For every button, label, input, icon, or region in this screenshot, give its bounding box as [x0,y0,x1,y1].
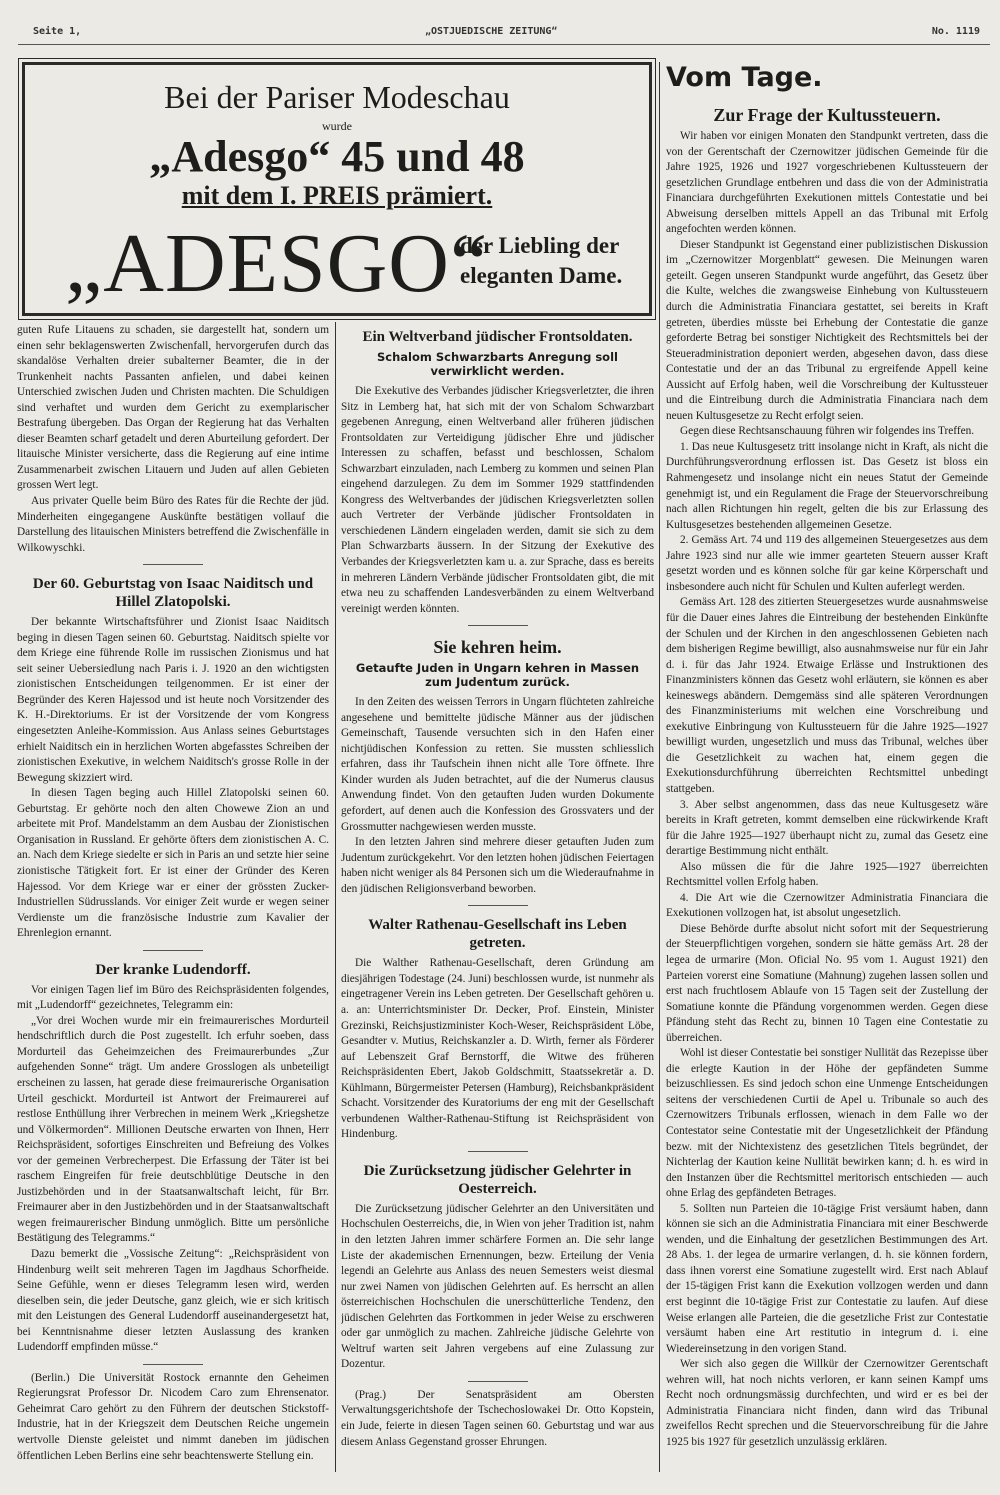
ad-slogan [460,231,622,291]
article-paragraph: (Prag.) Der Senatspräsident am Obersten Verwaltungsgerichtshofe der Tschechoslowakei Dr. Otto Kopstein, ein Jude, feierte in diesen Tagen seinen 60. Geburtstag und war aus diesem Anlass Gegenstand grosser Ehrungen. [341,1388,654,1448]
issue-number: No. 1119 [931,26,980,37]
column-middle [341,318,654,1473]
column-rule [659,62,660,1472]
article-paragraph: guten Rufe Litauens zu schaden, sie dargestellt hat, sondern um einen sehr beklagenswerten Zwischenfall, hervorgerufen durch das skandalöse Verhalten dreier subalterner Beamter, die in der Trunkenheit nachts Passanten anfielen, und dabei keinen Unterschied zwischen Juden und Christen machten. Die Schuldigen sind verhaftet und wurden dem Gericht zu exemplarischer Bestrafung übergeben. Das Organ der Regierung hat das Verhalten dieser Beamten scharf getadelt und deren Aburteilung gefordert. Der litauische Minister versicherte, dass die Regierung auf eine intime Zusammenarbeit zwischen Litauern und Juden auf allen Gebieten grossen Wert legt. [17,324,329,492]
article-paragraph: Wer sich also gegen die Willkür der Czernowitzer Gerentschaft wehren will, hat noch nichts verloren, er kann seinen Kampf ums Recht noch ordnungsmässig durchfechten, und wird er es bei der Administratia Financiara nicht finden, dann wird das Tribunal zweifellos Recht sprechen und die Steuervorschreibung für die Jahre 1925 bis 1927 für gesetzlich unzulässig erklären. [666,1358,988,1448]
article-paragraph: Die Exekutive des Verbandes jüdischer Kriegsverletzter, die ihren Sitz in Lemberg hat, hat sich mit der von Schalom Schwarzbart gegebenen Anregung, einen Weltverband aller früheren jüdischen Frontsoldaten zur Verteidigung jüdischer Ehre und jüdischer Interessen zu schaffen, befasst und beschlossen, Schalom Schwarzbart einzuladen, nach Lemberg zu kommen und seinen Plan eingehend darzulegen. Zu dem im Sommer 1929 stattfindenden Kongress des Weltverbandes der jüdischen Kriegsverletzten sollen auch Vertreter der Verbände jüdischer Frontsoldaten in verschiedenen Ländern eingeladen werden, damit sie sich zu dem Plan Schwarzbarts äussern. In der Sitzung der Exekutive des Verbandes der Kriegsverletzten kam u. a. zur Sprache, dass es bereits in mehreren Ländern Verbände jüdischer Frontsoldaten gibt, die mit etwa neu zu schaffenden Landesverbänden zu einem Weltverband vereinigt werden könnten. [341,385,654,615]
article-paragraph: Die Walther Rathenau-Gesellschaft, deren Gründung am diesjährigen Todestage (24. Juni) beschlossen wurde, ist nunmehr als eingetragener Verein ins Leben getreten. Der Gesellschaft gehören u. a. an: Unterrichtsminister Dr. Decker, Prof. Einstein, Minister Grezinski, Reichsjustizminister Koch-Weser, Reichspräsident Löbe, Gesandter v. Mutius, Reichskanzler a. D. Wirth, ferner als Förderer auf Lebenszeit Graf Bernstorff, die Witwe des früheren Reichspräsidenten Ebert, Jakob Goldschmitt, Staatssekretär a. D. Kühlmann, Bürgermeister Petersen (Hamburg), Reichsbankpräsident Schacht. Vorsitzender des Kuratoriums der eng mit der Gesellschaft verbundenen Walther-Rathenau-Stiftung ist Reichspräsident von Hindenburg. [341,957,654,1141]
ad-small-text: wurde [322,119,352,133]
column-right [666,62,988,1474]
ad-product: „Adesgo“ 45 und 48 [149,132,525,181]
article-paragraph: (Berlin.) Die Universität Rostock ernannte den Geheimen Regierungsrat Professor Dr. Nicodem Caro zum Ehrensenator. Geheimrat Caro gehört zu den Führern der deutschen Stickstoff-Industrie, hat in der Kriegszeit dem Deutschen Reiche ungemein wertvolle Dienste geleistet und nimmt daneben im jüdischen öffentlichen Leben Berlins eine sehr beachtenswerte Stellung ein. [17,1371,329,1462]
article-paragraph: In diesen Tagen beging auch Hillel Zlatopolski seinen 60. Geburtstag. Er gehörte noch den alten Chowewe Zion an und arbeitete mit Prof. Mandelstamm an dem Ausbau der Zionistischen Organisation in Russland. Er gehörte öfters dem zionistischen A. C. an. Nach dem Kriege siedelte er sich in Paris an und setzte hier seine zionistische Tätigkeit fort. Er ist einer der Gründer des Keren Hajessod. Vor dem Kriege war er einer der grössten Zucker-Industriellen Südrusslands. Vor einiger Zeit wurde er wegen seiner Verdienste um die französische Industrie zum Kavalier der Ehrenlegion ernannt. [17,787,329,940]
article-paragraph: 4. Die Art wie die Czernowitzer Administratia Financiara die Exekutionen vollzogen hat, ist absolut ungesetzlich. [666,891,988,920]
running-header [30,26,988,40]
article-headline: Sie kehren heim. [433,637,562,658]
article-headline: Der kranke Ludendorff. [95,961,251,978]
article-paragraph: 5. Sollten nun Parteien die 10-tägige Frist versäumt haben, dann können sie sich an die Administratia Financiara mit einer Beschwerde wenden, und die Einhaltung der gesetzlichen Bestimmungen des Art. 28 Abs. 1. der legea de urmarire verlangen, d. h. sie können fordern, dass ihnen vorerst eine Somatiune zugestellt wird. Erst nach Ablauf der 15-tägigen Frist kann die Exekution vollzogen werden und dann erst beginnt die 10-tägige Frist zur Contestatie zu laufen. Auf diese Weise erlangen alle Parteien, die die gesetzliche Frist zur Contestatie versäumt haben eine Art restitutio in integrum d. i. eine Wiedereinsetzung in den vorigen Stand. [666,1202,988,1355]
article-paragraph: Der bekannte Wirtschaftsführer und Zionist Isaac Naiditsch beging in diesen Tagen seinen 60. Geburtstag. Naiditsch spielte vor dem Kriege eine führende Rolle im russischen Zionismus und hat seit seiner Uebersiedlung nach Paris i. J. 1920 an den wichtigsten zionistischen Entscheidungen teilgenommen. Er ist einer der Begründer des Keren Hajessod und ist heute noch Vorsitzender des K. H.-Direktoriums. Er ist der Vorsitzende der vom Kongress eingesetzten Anleihe-Kommission. Aus Anlass seines Geburtstages erhielt Naiditsch ein in herzlichen Worten abgefasstes Schreiben der zionistischen Exekutive, in welchem Naiditsch's grosse Rolle in der Bewegung skizziert wird. [17,616,329,784]
article-paragraph: Dieser Standpunkt ist Gegenstand einer publizistischen Diskussion im „Czernowitzer Morgenblatt“ gewesen. Die Meinungen waren geteilt. Gegen unseren Standpunkt wurde angeführt, das Gesetz über die Kulte, welches die zwangsweise Einhebung von Kultussteuern durch die Administratia Financiara gestattet, sei bereits in Kraft getreten, überdies müsste bei Erhebung der Contestatie die ganze geforderte Betrag bei sonstiger Nichtigkeit des Rechtsmittels bei der Steueradministration deponiert werden, abgesehen davon, dass diese Contestatie und der an das Tribunal zu ergreifende Appell keine Aussicht auf Erfolg haben, weil die Vorschreibung der Kultussteuer und die Eintreibung durch die Administratia Financiara nach dem neuen Kultusgesetze zu Recht erfolgt seien. [666,238,988,422]
article-paragraph: In den letzten Jahren sind mehrere dieser getauften Juden zum Judentum zurückgekehrt. Vor den letzten hohen jüdischen Feiertagen haben nicht weniger als 84 Personen sich um die Wiederaufnahme in den jüdischen Religionsverband beworben. [341,836,654,895]
ad-slogan-line: der Liebling der [460,233,620,258]
article-paragraph: Diese Behörde durfte absolut nicht sofort mit der Sequestrierung der Steuerpflichtigen vorgehen, sondern sie hätte gemäss Art. 28 der legea de urmarire (Mon. Oficial No. 95 vom 1. August 1921) den Parteien vorerst eine Somatiune (Mahnung) zugehen lassen sollen und erst nach fruchtlosem Ablaufe von 15 Tagen seit der Zustellung der Somatiune konnte die Pfändung vorgenommen werden. Gegen diese Pfändung steht das Recht zu, binnen 10 Tagen eine Contestatie zu überreichen. [666,922,988,1044]
article-paragraph: Aus privater Quelle beim Büro des Rates für die Rechte der jüd. Minderheiten eingegangene Auskünfte bestätigen vollauf die Darstellung des litauischen Ministers betreffend die Zwischenfälle in Wilkowyschki. [17,495,329,554]
ad-slogan-line: eleganten Dame. [460,263,623,288]
article-paragraph: Gegen diese Rechtsanschauung führen wir folgendes ins Treffen. [680,425,975,438]
adesgo-advertisement [22,62,652,316]
article-paragraph: 2. Gemäss Art. 74 und 119 des allgemeinen Steuergesetzes aus dem Jahre 1923 sind nur alle wie immer gearteten Steuern ausser Kraft gesetzt worden und es können solche für gar keine Körperschaft und insbesondere auch nicht für Schulen und Kulten auferlegt werden. [666,534,988,593]
article-headline: Die Zurücksetzung jüdischer Gelehrter in Oesterreich. [363,1162,632,1197]
page-label: Seite 1, [33,26,82,37]
newspaper-name: „OSTJUEDISCHE ZEITUNG“ [425,26,558,37]
article-paragraph: Also müssen die für die Jahre 1925—1927 überreichten Rechtsmittel vollen Erfolg haben. [666,860,988,889]
article-paragraph: 1. Das neue Kultusgesetz tritt insolange nicht in Kraft, als nicht die Durchführungsverordnung erflossen ist. Das Gesetz ist bloss ein Rahmengesetz und insolange nicht ein neues Statut der Gemeinde genehmigt ist, und ein Regulament die Frage der Steuervorschreibung nach allen Richtungen hin regelt, gelten die bis zur Erlassung des Kultusgesetzes bestehenden allgemeinen Gesetze. [666,440,988,531]
column-rule [335,322,336,1472]
article-paragraph: Die Zurücksetzung jüdischer Gelehrter an den Universitäten und Hochschulen Oesterreichs, die, in Wien von jeher Tradition ist, nahm in den letzten Jahren immer schärfere Formen an. Die sehr lange Liste der akademischen Ernennungen, bezw. Erteilung der Venia legendi an Gelehrte aus Anlass des neuen Semesters weist diesmal nur zwei Namen von jüdischen Gelehrten auf. Es herrscht an allen österreichischen Hochschulen die unerschütterliche Tendenz, den jüdischen Gelehrten das Fortkommen in jeder Weise zu erschweren oder gar unmöglich zu machen. Zahlreiche jüdische Gelehrte von Weltruf warten seit Jahren vergebens auf eine Zulassung zur Dozentur. [341,1202,654,1371]
article-paragraph: Dazu bemerkt die „Vossische Zeitung“: „Reichspräsident von Hindenburg weilt seit mehreren Tagen im Jagdhaus Schorfheide. Seine Gefühle, wenn er dieses Telegramm lesen wird, werden dieselben sein, die jeder Deutsche, ganz gleich, wie er sich kritisch mit den Leistungen des General Ludendorff auseinandergesetzt hat, bei Kenntnisnahme dieser letzten Auslassung des kranken Ludendorff empfinden müsse.“ [17,1247,329,1354]
header-rule [18,44,990,45]
article-paragraph: „Vor drei Wochen wurde mir ein freimaurerisches Mordurteil hendschriftlich durch die Post zugestellt. Ich erfuhr soeben, dass Mordurteil das Geheimzeichen des Freimaurerbundes „Zur aufgehenden Sonne“ trägt. Um andere Grosslogen als unbeteiligt erscheinen zu lassen, hat gerade diese freimaurerische Organisation Urteil geschickt. Mordurteil ist Antwort der Freimaurerei auf restlose Enthüllung ihrer Verbrechen in meinem Werk „Kriegshetze und Völkermorden“. Millionen Deutsche erwarten von Ihnen, Herr Reichspräsident, sofortiges Einschreiten und Befreiung des Volkes vor der gemeinen Verbrecherpest. Die Erfassung der Täter ist bei raschem Eingreifen für freie deutschblütige Deutsche in den Justizbehörden und in der Staatsanwaltschaft leicht, für Brr. Freimaurer aber in den Justizbehörden und in der Staatsanwaltschaft wegen freimaurerischer Bindung unmöglich. Bitte um persönliche Bestätigung des Telegramms.“ [17,1014,329,1245]
article-headline: Walter Rathenau-Gesellschaft ins Leben getreten. [368,917,627,952]
article-headline: Zur Frage der Kultussteuern. [713,105,941,125]
article-separator [143,1364,203,1365]
article-paragraph: In den Zeiten des weissen Terrors in Ungarn flüchteten zahlreiche angesehene und bemittelte jüdische Männer aus der jüdischen Gemeinschaft, Tausende versuchten sich in den Hafen einer nichtjüdischen Konfession zu retten. Sie mussten schliesslich erfahren, dass ihr Taufschein ihnen nicht alle Tore öffnete. Ihre Kinder wurden als Juden betrachtet, auf die der Numerus clausus Anwendung findet. Von den getauften Juden wurden Dokumente gefordert, auf denen auch die Konfession des Grossvaters und der Grossmutter nachgewiesen werden musste. [341,696,654,833]
ad-brand: „ADESGO“ [65,217,489,310]
article-separator [143,950,203,951]
article-separator [468,625,528,626]
article-separator [468,905,528,906]
article-subheadline: Getaufte Juden in Ungarn kehren in Massen zum Judentum zurück. [355,661,640,690]
article-paragraph: 3. Aber selbst angenommen, dass das neue Kultusgesetz wäre bereits in Kraft getreten, kommt demselben eine rückwirkende Kraft für die Jahre 1925—1927 überhaupt nicht zu, zumal das Gesetz eine derartige Bestimmung nicht enthält. [666,798,988,858]
article-separator [143,564,203,565]
ad-award: mit dem I. PREIS prämiert. [181,181,493,210]
article-headline: Ein Weltverband jüdischer Frontsoldaten. [362,329,633,345]
ad-headline: Bei der Pariser Modeschau [164,79,510,115]
article-paragraph: Wohl ist dieser Contestatie bei sonstiger Nullität das Rezepisse über die erlegte Kaution in der Höhe der gepfändeten Summe beizuschliessen. Es sind jedoch schon eine Unmenge Entscheidungen seitens der verschiedenen Curtii de Apel u. Tribunale so auch des Czernowitzers Tribunals erflossen, wienach in dem Falle wo der Contestator seine Contestatie mit der Ungesetzlichkeit der Pfändung bezw. mit der Nichtexistenz des gesetzlichen Titels begründet, der Nichterlag der Kaution keine Nullität bewirken kann; d. h. es wird in den Instanzen über die Rechtsmittel meritorisch entschieden — auch ohne Erlag des gepfändeten Betrages. [666,1047,988,1200]
article-separator [468,1151,528,1152]
article-paragraph: Vor einigen Tagen lief im Büro des Reichspräsidenten folgendes, mit „Ludendorff“ gezeichnetes, Telegramm ein: [17,983,329,1012]
article-paragraph: Wir haben vor einigen Monaten den Standpunkt vertreten, dass die von der Gerentschaft der Czernowitzer jüdischen Gemeinde für die Jahre 1925, 1926 und 1927 vorgeschriebenen Kultussteuern der gesetzlichen Grundlage entbehren und dass die von der Administratia Financiara durchgeführten Exekutionen mittels Contestatie und bei Abweisung derselben mittels Appell an das Tribunal mit Erfolg angefochten werden können. [666,130,988,236]
column-left [17,323,329,1473]
article-paragraph: Gemäss Art. 128 des zitierten Steuergesetzes wurde ausnahmsweise für die Dauer eines Jahres die Eintreibung der bestehenden Einkünfte der Schulen und der Kirchen in den angeschlossenen Gebieten nach dem bisherigen Regime bewilligt, also ausnahmsweise nur für ein Jahr d. i. für das Jahr 1924. Etwaige Erlässe und Instruktionen des Finanzministers können das Gesetz wohl erläutern, sie können es aber keineswegs abändern. Demgemäss sind alle späteren Verordnungen des Finanzministeriums mit welchen eine Vorschreibung und exekutive Einbringung von Kultussteuern für die Jahre 1925—1927 bewilligt wurden, ungesetzlich und muss das Tribunal, welches über die Gesetzlichkeit zu wachen hat, einem gegen die Exekutionsdurchführung überreichten Rechtsmittel unbedingt stattgeben. [666,596,988,795]
article-separator [468,1381,528,1382]
article-headline: Der 60. Geburtstag von Isaac Naiditsch und Hillel Zlatopolski. [32,576,314,611]
section-title: Vom Tage. [666,62,823,93]
article-subheadline: Schalom Schwarzbarts Anregung soll verwirklicht werden. [377,350,618,378]
